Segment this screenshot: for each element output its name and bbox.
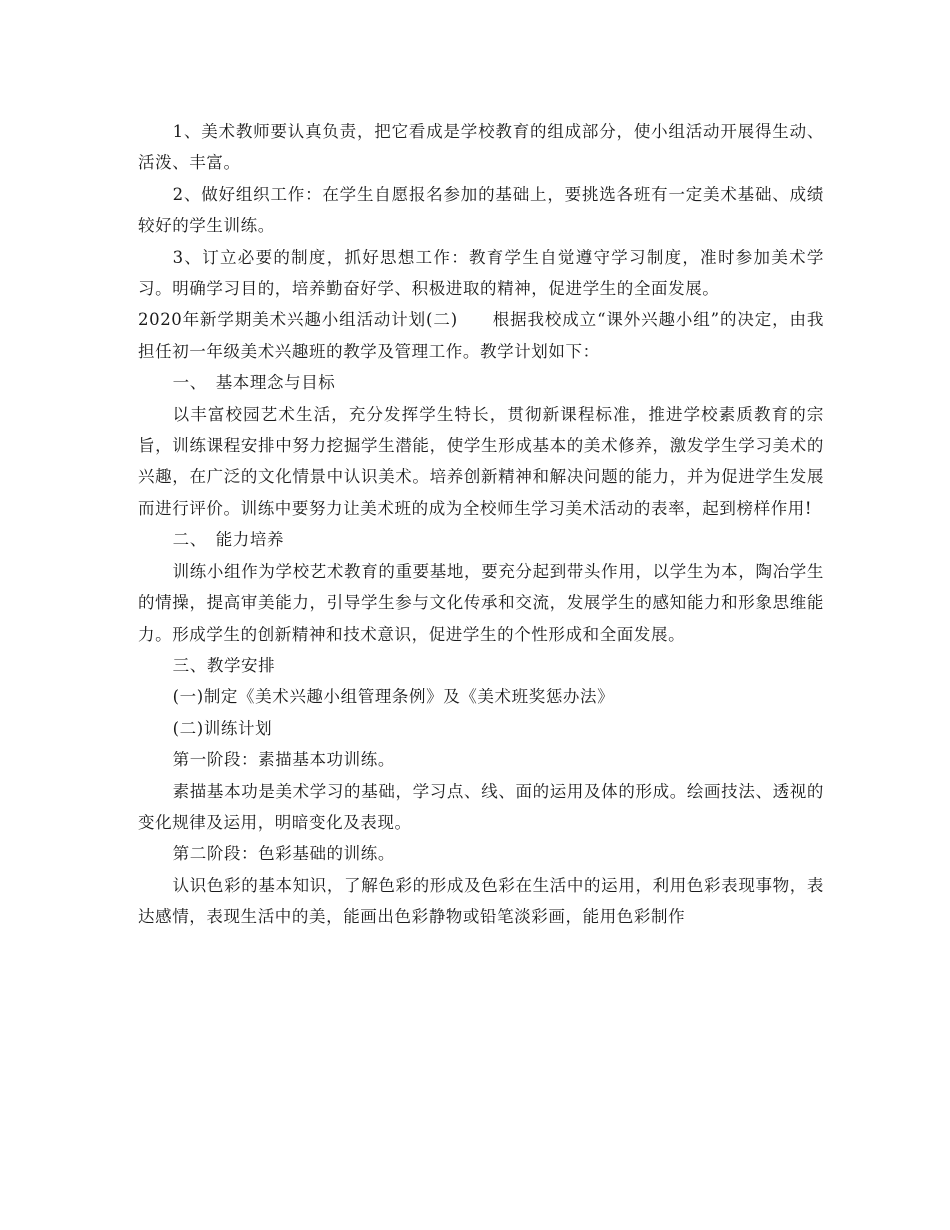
- paragraph-item-1: 1、美术教师要认真负责，把它看成是学校教育的组成部分，使小组活动开展得生动、活泼、丰富。: [138, 122, 824, 173]
- plan-title-paragraph: 2020年新学期美术兴趣小组活动计划(二) 根据我校成立“课外兴趣小组”的决定，由我担任初一年级美术兴趣班的教学及管理工作。教学计划如下：: [138, 310, 824, 361]
- section-heading-1: 一、 基本理念与目标: [172, 373, 336, 393]
- paragraph-item-2: 2、做好组织工作：在学生自愿报名参加的基础上，要挑选各班有一定美术基础、成绩较好的学生训练。: [138, 184, 824, 236]
- stage-1-heading: 第一阶段：素描基本功训练。: [172, 750, 395, 770]
- section-heading-2: 二、 能力培养: [172, 530, 285, 550]
- section-2-body: 训练小组作为学校艺术教育的重要基地，要充分起到带头作用，以学生为本，陶冶学生的情操，提高审美能力，引导学生参与文化传承和交流，发展学生的感知能力和形象思维能力。形成学生的创新精神和技术意识，促进学生的个性形成和全面发展。: [138, 561, 824, 644]
- document-body: [138, 116, 824, 933]
- section-heading-3: 三、教学安排: [172, 655, 276, 675]
- stage-1-body: 素描基本功是美术学习的基础，学习点、线、面的运用及体的形成。绘画技法、透视的变化规律及运用，明暗变化及表现。: [138, 781, 824, 832]
- paragraph-item-3: 3、订立必要的制度，抓好思想工作：教育学生自觉遵守学习制度，准时参加美术学习。明确学习目的，培养勤奋好学、积极进取的精神，促进学生的全面发展。: [138, 247, 824, 299]
- subsection-1: (一)制定《美术兴趣小组管理条例》及《美术班奖惩办法》: [172, 687, 615, 707]
- section-1-body: 以丰富校园艺术生活，充分发挥学生特长，贯彻新课程标准，推进学校素质教育的宗旨，训练课程安排中努力挖掘学生潜能，使学生形成基本的美术修养，激发学生学习美术的兴趣，在广泛的文化情景中认识美术。培养创新精神和解决问题的能力，并为促进学生发展而进行评价。训练中要努力让美术班的成为全校师生学习美术活动的表率，起到榜样作用!: [138, 404, 824, 518]
- stage-2-body: 认识色彩的基本知识，了解色彩的形成及色彩在生活中的运用，利用色彩表现事物，表达感情，表现生活中的美，能画出色彩静物或铅笔淡彩画，能用色彩制作: [138, 875, 824, 927]
- stage-2-heading: 第二阶段：色彩基础的训练。: [172, 844, 395, 864]
- subsection-2: (二)训练计划: [172, 718, 273, 738]
